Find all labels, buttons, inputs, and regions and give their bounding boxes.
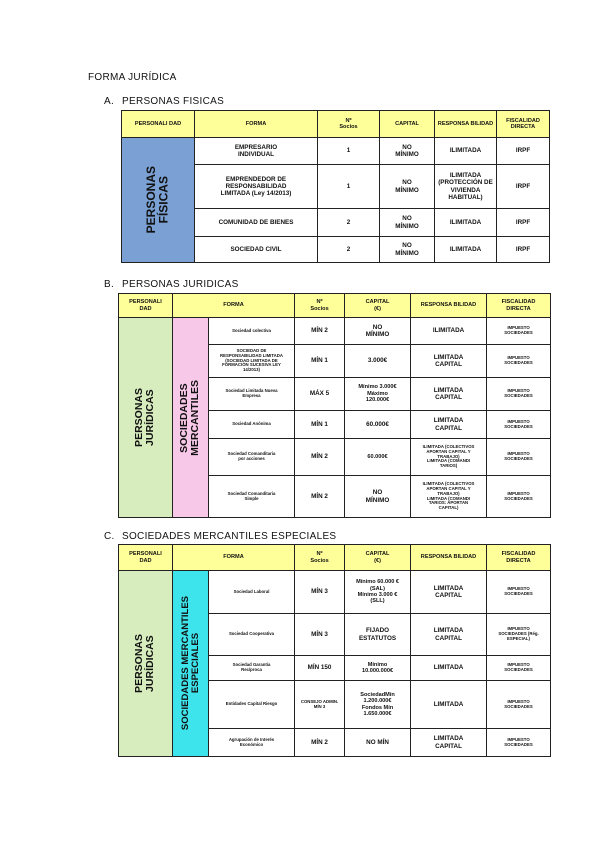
cell-capital: NO MÍNIMO xyxy=(380,237,435,263)
header-fiscalidad: FISCALIDAD DIRECTA xyxy=(487,294,551,318)
group-label: PERSONAS JURÍDICAS xyxy=(133,634,157,693)
group-personas-fisicas xyxy=(122,138,195,263)
header-fiscalidad: FISCALIDAD DIRECTA xyxy=(487,545,551,571)
cell-capital: 3.000€ xyxy=(345,345,411,378)
cell-capital: FIJADO ESTATUTOS xyxy=(345,614,411,656)
cell-forma: Sociedad Comanditaria Simple xyxy=(209,476,295,518)
cell-capital: 60.000€ xyxy=(345,411,411,439)
group-sociedades-mercantiles xyxy=(173,318,209,518)
cell-capital: SociedadMín 1.200.000€ Fondos Mín 1.650.000€ xyxy=(345,681,411,729)
cell-socios: MÁX 5 xyxy=(295,378,345,411)
cell-capital: NO MÍN xyxy=(345,729,411,757)
cell-socios: CONSEJO ADMIN. MÍN 3 xyxy=(295,681,345,729)
header-forma: FORMA xyxy=(173,294,295,318)
table-row xyxy=(122,138,550,165)
section-c-letter: C. xyxy=(104,531,115,542)
header-socios: Nº Socios xyxy=(318,111,380,138)
cell-capital: NO MÍNIMO xyxy=(380,138,435,165)
cell-fiscalidad: IMPUESTO SOCIEDADES xyxy=(487,729,551,757)
header-responsabilidad: RESPONSA BILIDAD xyxy=(411,545,487,571)
cell-fiscalidad: IRPF xyxy=(497,138,550,165)
cell-capital: NO MÍNIMO xyxy=(380,165,435,209)
cell-fiscalidad: IMPUESTO SOCIEDADES xyxy=(487,378,551,411)
group-personas-juridicas xyxy=(119,318,173,518)
cell-forma: Sociedad Laboral xyxy=(209,571,295,614)
cell-responsabilidad: ILIMITADA xyxy=(435,209,497,237)
table-personas-fisicas xyxy=(121,110,550,263)
header-forma: FORMA xyxy=(195,111,318,138)
header-fiscalidad: FISCALIDAD DIRECTA xyxy=(497,111,550,138)
cell-forma: Sociedad Garantía Recíproca xyxy=(209,656,295,681)
header-socios: Nº Socios xyxy=(295,545,345,571)
section-a-title: PERSONAS FISICAS xyxy=(122,96,225,107)
section-a-letter: A. xyxy=(104,96,115,107)
cell-fiscalidad: IMPUESTO SOCIEDADES xyxy=(487,411,551,439)
cell-fiscalidad: IRPF xyxy=(497,209,550,237)
cell-fiscalidad: IMPUESTO SOCIEDADES xyxy=(487,681,551,729)
cell-fiscalidad: IMPUESTO SOCIEDADES xyxy=(487,656,551,681)
group-personas-juridicas xyxy=(119,571,173,757)
cell-forma: SOCIEDAD CIVIL xyxy=(195,237,318,263)
cell-socios: MÍN 1 xyxy=(295,345,345,378)
cell-capital: NO MÍNIMO xyxy=(345,318,411,345)
cell-socios: MÍN 2 xyxy=(295,318,345,345)
cell-capital: Mínimo 3.000€ Máximo 120.000€ xyxy=(345,378,411,411)
table-personas-juridicas xyxy=(118,293,551,518)
cell-responsabilidad: LIMITADA xyxy=(411,681,487,729)
cell-responsabilidad: ILIMITADA (COLECTIVOS APORTAN CAPITAL Y TRABAJO) LIMITADA (COMANDI TARIOS) xyxy=(411,439,487,476)
group-label: PERSONAS JURÍDICAS xyxy=(133,388,157,447)
table-sociedades-especiales xyxy=(118,544,551,757)
header-capital: CAPITAL (€) xyxy=(345,545,411,571)
page-title: FORMA JURÍDICA xyxy=(88,72,177,83)
cell-fiscalidad: IMPUESTO SOCIEDADES xyxy=(487,571,551,614)
cell-forma: Sociedad Cooperativa xyxy=(209,614,295,656)
header-socios: Nº Socios xyxy=(295,294,345,318)
cell-fiscalidad: IMPUESTO SOCIEDADES xyxy=(487,318,551,345)
cell-responsabilidad: ILIMITADA (PROTECCIÓN DE VIVIENDA HABITUAL) xyxy=(435,165,497,209)
cell-forma: Sociedad Comanditaria por acciones xyxy=(209,439,295,476)
cell-capital: Mínimo 10.000.000€ xyxy=(345,656,411,681)
cell-capital: 60.000€ xyxy=(345,439,411,476)
table-header-row xyxy=(119,294,551,318)
cell-socios: 1 xyxy=(318,138,380,165)
cell-responsabilidad: ILIMITADA xyxy=(411,318,487,345)
cell-fiscalidad: IMPUESTO SOCIEDADES xyxy=(487,345,551,378)
cell-forma: Agrupación de Interés Económico xyxy=(209,729,295,757)
cell-responsabilidad: LIMITADA CAPITAL xyxy=(411,729,487,757)
cell-fiscalidad: IRPF xyxy=(497,165,550,209)
cell-socios: 1 xyxy=(318,165,380,209)
section-b-heading xyxy=(104,279,239,290)
cell-socios: 2 xyxy=(318,209,380,237)
cell-fiscalidad: IMPUESTO SOCIEDADES xyxy=(487,439,551,476)
section-a-heading xyxy=(104,96,224,107)
cell-forma: COMUNIDAD DE BIENES xyxy=(195,209,318,237)
header-capital: CAPITAL (€) xyxy=(345,294,411,318)
cell-responsabilidad: ILIMITADA xyxy=(435,138,497,165)
cell-forma: Sociedad colectiva xyxy=(209,318,295,345)
subgroup-label: SOCIEDADES MERCANTILES xyxy=(178,379,202,456)
cell-responsabilidad: LIMITADA CAPITAL xyxy=(411,345,487,378)
section-b-letter: B. xyxy=(104,279,115,290)
section-b-title: PERSONAS JURIDICAS xyxy=(122,279,239,290)
section-c-heading xyxy=(104,531,336,542)
header-capital: CAPITAL xyxy=(380,111,435,138)
cell-socios: MÍN 2 xyxy=(295,729,345,757)
cell-socios: MÍN 1 xyxy=(295,411,345,439)
cell-capital: Mínimo 60.000 € (SAL) Mínimo 3.000 € (SLL) xyxy=(345,571,411,614)
cell-fiscalidad: IMPUESTO SOCIEDADES (Rég. ESPECIAL) xyxy=(487,614,551,656)
cell-fiscalidad: IMPUESTO SOCIEDADES xyxy=(487,476,551,518)
header-responsabilidad: RESPONSA BILIDAD xyxy=(411,294,487,318)
header-personalidad: PERSONALI DAD xyxy=(119,545,173,571)
cell-capital: NO MÍNIMO xyxy=(380,209,435,237)
table-row xyxy=(119,318,551,345)
header-personalidad: PERSONALI DAD xyxy=(119,294,173,318)
header-forma: FORMA xyxy=(173,545,295,571)
cell-responsabilidad: LIMITADA xyxy=(411,656,487,681)
header-responsabilidad: RESPONSA BILIDAD xyxy=(435,111,497,138)
cell-forma: Sociedad Limitada Nueva Empresa xyxy=(209,378,295,411)
cell-fiscalidad: IRPF xyxy=(497,237,550,263)
cell-forma: Entidades Capital Riesgo xyxy=(209,681,295,729)
cell-responsabilidad: ILIMITADA xyxy=(435,237,497,263)
cell-socios: 2 xyxy=(318,237,380,263)
cell-responsabilidad: LIMITADA CAPITAL xyxy=(411,411,487,439)
cell-socios: MÍN 2 xyxy=(295,476,345,518)
group-sociedades-especiales xyxy=(173,571,209,757)
table-header-row xyxy=(119,545,551,571)
table-row xyxy=(119,571,551,614)
cell-socios: MÍN 3 xyxy=(295,614,345,656)
cell-responsabilidad: LIMITADA CAPITAL xyxy=(411,614,487,656)
cell-forma: EMPRENDEDOR DE RESPONSABILIDAD LIMITADA (Ley 14/2013) xyxy=(195,165,318,209)
cell-responsabilidad: LIMITADA CAPITAL xyxy=(411,571,487,614)
subgroup-label: SOCIEDADES MERCANTILES ESPECIALES xyxy=(179,596,201,731)
group-label: PERSONAS FÍSICAS xyxy=(144,166,171,234)
cell-forma: SOCIEDAD DE RESPONSABILIDAD LIMITADA (SOCIEDAD LIMITADA DE FORMACIÓN SUCESIVA LEY 14/2013) xyxy=(209,345,295,378)
cell-responsabilidad: ILIMITADA (COLECTIVOS APORTAN CAPITAL Y TRABAJO) LIMITADA (COMANDI TARIOS: APORTAN CAPITAL) xyxy=(411,476,487,518)
section-c-title: SOCIEDADES MERCANTILES ESPECIALES xyxy=(122,531,337,542)
cell-socios: MÍN 3 xyxy=(295,571,345,614)
cell-responsabilidad: LIMITADA CAPITAL xyxy=(411,378,487,411)
cell-socios: MÍN 150 xyxy=(295,656,345,681)
table-header-row xyxy=(122,111,550,138)
cell-capital: NO MÍNIMO xyxy=(345,476,411,518)
cell-forma: EMPRESARIO INDIVIDUAL xyxy=(195,138,318,165)
header-personalidad: PERSONALI DAD xyxy=(122,111,195,138)
cell-socios: MÍN 2 xyxy=(295,439,345,476)
cell-forma: Sociedad Anónima xyxy=(209,411,295,439)
